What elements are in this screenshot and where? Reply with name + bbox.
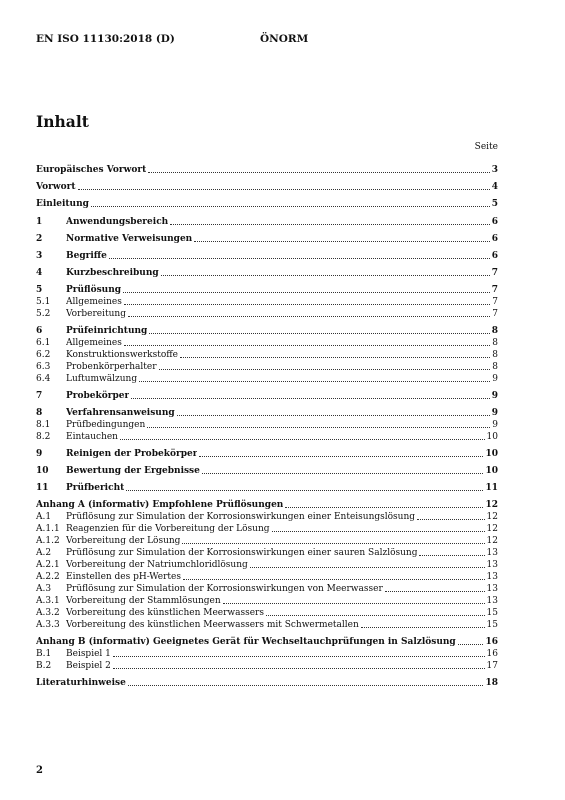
toc-dot-leader (419, 552, 484, 556)
toc-entry[interactable] (36, 559, 498, 571)
toc-dot-leader (385, 588, 485, 592)
toc-dot-leader (109, 255, 490, 259)
toc-entry-number: A.2.1 (36, 560, 60, 570)
toc-entry[interactable] (36, 407, 498, 419)
toc-entry-page: 17 (486, 661, 498, 671)
toc-entry-number: 8.2 (36, 432, 51, 442)
toc-dot-leader (139, 378, 490, 382)
toc-entry-page: 10 (486, 432, 498, 442)
toc-entry-page: 7 (492, 297, 498, 307)
toc-entry-page: 7 (491, 268, 498, 278)
toc-entry[interactable] (36, 361, 498, 373)
toc-entry-page: 8 (492, 338, 498, 348)
toc-dot-leader (123, 289, 490, 293)
toc-dot-leader (272, 528, 485, 532)
toc-entry[interactable] (36, 349, 498, 361)
header-brand: ÖNORM (260, 33, 309, 45)
toc-entry-number: 6.4 (36, 374, 51, 384)
toc-dot-leader (124, 342, 490, 346)
toc-entry-number: A.2 (36, 548, 52, 558)
toc-entry[interactable] (36, 216, 498, 228)
toc-entry[interactable] (36, 267, 498, 279)
toc-entry-number: 6 (36, 326, 43, 336)
toc-entry[interactable] (36, 583, 498, 595)
toc-entry-page: 13 (486, 596, 498, 606)
toc-entry-label: Reinigen der Probekörper (66, 449, 198, 459)
toc-dot-leader (202, 470, 484, 474)
toc-entry-label: Prüflösung zur Simulation der Korrosionswirkungen von Meerwasser (66, 584, 383, 594)
toc-entry-page: 11 (485, 483, 498, 493)
toc-dot-leader (113, 653, 485, 657)
toc-entry-label: Allgemeines (66, 338, 122, 348)
page-column-label: Seite (474, 142, 498, 152)
toc-entry-page: 7 (491, 285, 498, 295)
toc-entry[interactable] (36, 308, 498, 320)
toc-entry-page: 12 (486, 524, 498, 534)
toc-entry-label: Prüfeinrichtung (66, 326, 148, 336)
toc-entry-number: A.3.2 (36, 608, 60, 618)
toc-entry[interactable] (36, 431, 498, 443)
toc-entry[interactable] (36, 419, 498, 431)
toc-entry-number: 8.1 (36, 420, 51, 430)
toc-entry-label: Begriffe (66, 251, 107, 261)
toc-entry-page: 13 (486, 548, 498, 558)
toc-entry-number: 11 (36, 483, 49, 493)
toc-entry-page: 18 (485, 678, 498, 688)
toc-entry-page: 15 (486, 608, 498, 618)
toc-entry-label: Prüfbericht (66, 483, 125, 493)
page-title: Inhalt (36, 112, 89, 131)
toc-entry-page: 12 (485, 500, 498, 510)
toc-entry-page: 6 (491, 251, 498, 261)
toc-entry[interactable] (36, 547, 498, 559)
toc-dot-leader (159, 366, 491, 370)
toc-entry-label: Eintauchen (66, 432, 118, 442)
toc-dot-leader (120, 436, 485, 440)
toc-entry[interactable] (36, 677, 498, 689)
toc-entry-label: Reagenzien für die Vorbereitung der Lösung (66, 524, 270, 534)
toc-entry-number: 7 (36, 391, 43, 401)
toc-entry-number: 3 (36, 251, 43, 261)
toc-entry-label: Anwendungsbereich (66, 217, 169, 227)
toc-entry-label: Vorbereitung (66, 309, 126, 319)
toc-entry-number: 4 (36, 268, 43, 278)
toc-entry-page: 9 (491, 391, 498, 401)
toc-entry-label: Prüflösung (66, 285, 122, 295)
toc-entry-label: Bewertung der Ergebnisse (66, 466, 200, 476)
toc-dot-leader (148, 169, 489, 173)
toc-dot-leader (147, 424, 490, 428)
toc-entry-label: Literaturhinweise (36, 678, 126, 688)
document-id: EN ISO 11130:2018 (D) (36, 33, 175, 45)
toc-entry-label: Einleitung (36, 199, 89, 209)
toc-entry-number: A.1.1 (36, 524, 60, 534)
toc-entry[interactable] (36, 233, 498, 245)
toc-entry-page: 8 (492, 350, 498, 360)
toc-entry[interactable] (36, 337, 498, 349)
toc-dot-leader (126, 487, 483, 491)
toc-entry-label: Normative Verweisungen (66, 234, 193, 244)
toc-entry-label: Luftumwälzung (66, 374, 138, 384)
toc-entry-number: A.3 (36, 584, 52, 594)
toc-entry-number: 1 (36, 217, 43, 227)
toc-entry-label: Kurzbeschreibung (66, 268, 159, 278)
toc-entry-page: 12 (486, 536, 498, 546)
toc-dot-leader (78, 186, 490, 190)
toc-entry-number: A.3.1 (36, 596, 60, 606)
page-number: 2 (36, 765, 43, 776)
toc-entry[interactable] (36, 535, 498, 547)
toc-entry-page: 8 (491, 326, 498, 336)
toc-entry[interactable] (36, 296, 498, 308)
toc-entry[interactable] (36, 499, 498, 511)
toc-entry-label: Vorbereitung der Stammlösungen (66, 596, 221, 606)
toc-dot-leader (361, 624, 485, 628)
toc-entry-page: 13 (486, 584, 498, 594)
toc-entry[interactable] (36, 607, 498, 619)
toc-entry-label: Europäisches Vorwort (36, 165, 147, 175)
toc-entry[interactable] (36, 648, 498, 660)
toc-entry[interactable] (36, 660, 498, 672)
toc-entry-page: 16 (485, 637, 498, 647)
toc-entry-number: 5.1 (36, 297, 51, 307)
toc-entry-page: 10 (485, 466, 498, 476)
toc-entry-label: Beispiel 1 (66, 649, 111, 659)
toc-dot-leader (183, 576, 485, 580)
toc-dot-leader (458, 641, 484, 645)
toc-entry[interactable] (36, 511, 498, 523)
toc-entry-page: 13 (486, 572, 498, 582)
toc-entry-label: Probekörper (66, 391, 130, 401)
toc-entry-page: 8 (492, 362, 498, 372)
toc-entry-page: 4 (491, 182, 498, 192)
toc-dot-leader (149, 330, 489, 334)
toc-entry-page: 3 (491, 165, 498, 175)
toc-entry-page: 9 (491, 408, 498, 418)
toc-dot-leader (180, 354, 490, 358)
toc-entry[interactable] (36, 164, 498, 176)
toc-dot-leader (128, 682, 484, 686)
toc-dot-leader (223, 600, 485, 604)
toc-entry[interactable] (36, 181, 498, 193)
toc-entry-page: 6 (491, 217, 498, 227)
toc-entry-label: Einstellen des pH-Wertes (66, 572, 181, 582)
toc-entry-label: Prüflösung zur Simulation der Korrosionswirkungen einer Enteisungslösung (66, 512, 416, 522)
toc-entry-page: 9 (492, 374, 498, 384)
toc-dot-leader (91, 203, 490, 207)
toc-dot-leader (182, 540, 484, 544)
toc-entry-label: Verfahrensanweisung (66, 408, 175, 418)
toc-entry-page: 5 (491, 199, 498, 209)
toc-dot-leader (250, 564, 485, 568)
toc-entry-page: 13 (486, 560, 498, 570)
toc-entry[interactable] (36, 250, 498, 262)
toc-dot-leader (266, 612, 485, 616)
toc-entry-label: Vorwort (36, 182, 76, 192)
toc-entry[interactable] (36, 448, 498, 460)
toc-entry[interactable] (36, 619, 498, 631)
toc-entry[interactable] (36, 465, 498, 477)
toc-entry-label: Allgemeines (66, 297, 122, 307)
toc-entry-number: 8 (36, 408, 43, 418)
toc-dot-leader (199, 453, 483, 457)
toc-dot-leader (285, 504, 483, 508)
toc-entry-page: 12 (486, 512, 498, 522)
page-header (0, 33, 565, 47)
toc-entry-page: 7 (492, 309, 498, 319)
toc-entry-number: 10 (36, 466, 49, 476)
toc-entry[interactable] (36, 373, 498, 385)
toc-entry-label: Prüfbedingungen (66, 420, 146, 430)
toc-entry-label: Anhang B (informativ) Geeignetes Gerät für Wechseltauchprüfungen in Salzlösung (36, 637, 456, 647)
toc-entry[interactable] (36, 198, 498, 210)
toc-entry[interactable] (36, 482, 498, 494)
toc-entry-number: B.1 (36, 649, 52, 659)
toc-entry-page: 6 (491, 234, 498, 244)
toc-entry[interactable] (36, 523, 498, 535)
toc-entry[interactable] (36, 284, 498, 296)
toc-entry-page: 16 (486, 649, 498, 659)
toc-entry-number: 5.2 (36, 309, 51, 319)
toc-entry-number: A.1 (36, 512, 52, 522)
toc-entry-number: A.1.2 (36, 536, 60, 546)
toc-dot-leader (161, 272, 490, 276)
toc-dot-leader (194, 238, 490, 242)
toc-entry-label: Vorbereitung der Lösung (66, 536, 181, 546)
toc-entry-label: Prüflösung zur Simulation der Korrosionswirkungen einer sauren Salzlösung (66, 548, 418, 558)
toc-entry[interactable] (36, 390, 498, 402)
toc-entry[interactable] (36, 571, 498, 583)
toc-entry-number: B.2 (36, 661, 52, 671)
toc-dot-leader (131, 395, 489, 399)
toc-entry-number: A.3.3 (36, 620, 60, 630)
toc-dot-leader (113, 665, 485, 669)
toc-entry-page: 15 (486, 620, 498, 630)
toc-entry-label: Beispiel 2 (66, 661, 111, 671)
toc-entry-label: Vorbereitung des künstlichen Meerwassers mit Schwermetallen (66, 620, 359, 630)
toc-entry[interactable] (36, 636, 498, 648)
toc-entry[interactable] (36, 595, 498, 607)
toc-entry-number: A.2.2 (36, 572, 60, 582)
toc-entry-page: 9 (492, 420, 498, 430)
toc-entry-number: 5 (36, 285, 43, 295)
toc-dot-leader (417, 516, 485, 520)
toc-dot-leader (124, 301, 490, 305)
toc-dot-leader (170, 221, 490, 225)
toc-entry-number: 9 (36, 449, 43, 459)
toc-entry-number: 6.2 (36, 350, 51, 360)
toc-dot-leader (177, 412, 490, 416)
toc-entry-label: Vorbereitung der Natriumchloridlösung (66, 560, 248, 570)
toc-entry-number: 6.3 (36, 362, 51, 372)
toc-entry[interactable] (36, 325, 498, 337)
toc-entry-page: 10 (485, 449, 498, 459)
toc-entry-number: 6.1 (36, 338, 51, 348)
toc-entry-label: Vorbereitung des künstlichen Meerwassers (66, 608, 264, 618)
toc-entry-label: Probenkörperhalter (66, 362, 157, 372)
toc-entry-number: 2 (36, 234, 43, 244)
toc-entry-label: Konstruktionswerkstoffe (66, 350, 178, 360)
toc-dot-leader (128, 313, 490, 317)
toc-entry-label: Anhang A (informativ) Empfohlene Prüflösungen (36, 500, 284, 510)
